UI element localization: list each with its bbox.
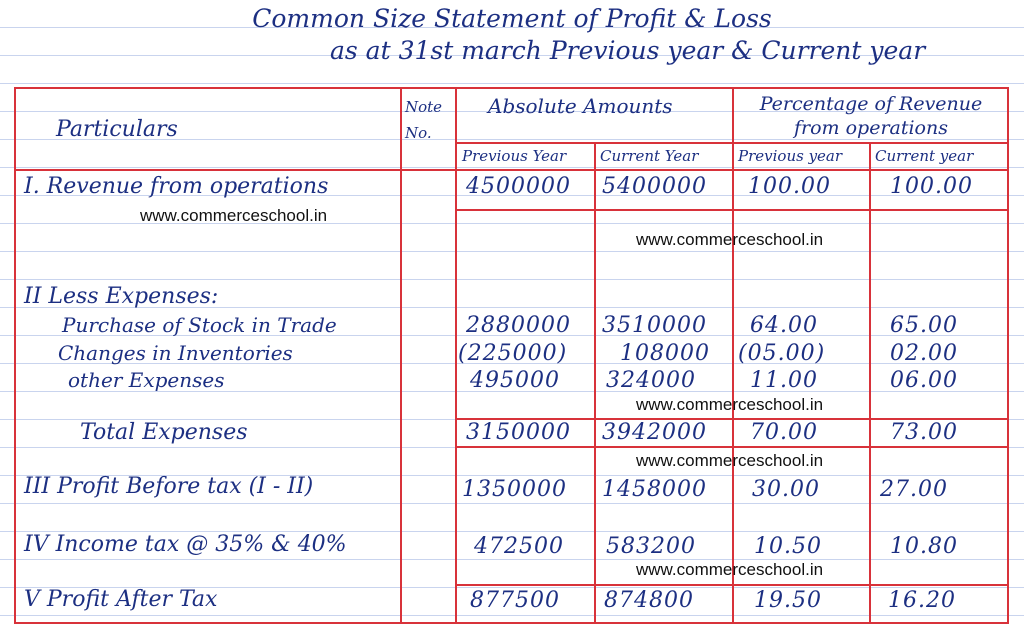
prev-percent: 100.00 <box>748 174 831 199</box>
absolute-amounts-header: Absolute Amounts <box>488 94 673 118</box>
curr-amount: 1458000 <box>602 477 707 502</box>
prev-amount: 472500 <box>474 534 564 559</box>
prev-amount: 4500000 <box>466 174 571 199</box>
curr-percent: 27.00 <box>880 477 948 502</box>
curr-percent: 65.00 <box>890 313 958 338</box>
curr-amount: 324000 <box>606 368 696 393</box>
curr-percent: 100.00 <box>890 174 973 199</box>
particulars-header: Particulars <box>56 117 178 142</box>
prev-amount: 495000 <box>470 368 560 393</box>
prev-amount: 3150000 <box>466 420 571 445</box>
curr-percent: 02.00 <box>890 341 958 366</box>
watermark-text: www.commerceschool.in <box>636 395 824 414</box>
prev-percent: 64.00 <box>750 313 818 338</box>
curr-percent: 10.80 <box>890 534 958 559</box>
prev-percent: 11.00 <box>750 368 818 393</box>
watermark-text: www.commerceschool.in <box>636 230 824 249</box>
prev-amount: 1350000 <box>462 477 567 502</box>
watermark-text: www.commerceschool.in <box>636 560 824 579</box>
pct-previous-year-header: Previous year <box>738 147 843 165</box>
curr-percent: 06.00 <box>890 368 958 393</box>
current-year-header: Current Year <box>600 147 699 165</box>
row-label: V Profit After Tax <box>24 587 218 612</box>
row-label: IV Income tax @ 35% & 40% <box>24 532 347 557</box>
prev-percent: 30.00 <box>752 477 820 502</box>
prev-percent: (05.00) <box>738 341 826 366</box>
row-label: Total Expenses <box>80 420 248 445</box>
curr-amount: 874800 <box>604 588 694 613</box>
curr-amount: 108000 <box>620 341 710 366</box>
row-label: II Less Expenses: <box>24 284 219 309</box>
prev-percent: 70.00 <box>750 420 818 445</box>
statement-title: Common Size Statement of Profit & Loss <box>252 4 772 33</box>
previous-year-header: Previous Year <box>462 147 567 165</box>
percentage-of-revenue-header: Percentage of Revenue from operations <box>759 93 983 139</box>
watermark-text: www.commerceschool.in <box>636 451 824 470</box>
prev-amount: 877500 <box>470 588 560 613</box>
prev-percent: 19.50 <box>754 588 822 613</box>
curr-amount: 583200 <box>606 534 696 559</box>
prev-amount: 2880000 <box>466 313 571 338</box>
row-label: Changes in Inventories <box>58 341 293 365</box>
statement-subtitle: as at 31st march Previous year & Current year <box>330 36 926 65</box>
curr-percent: 73.00 <box>890 420 958 445</box>
curr-amount: 3510000 <box>602 313 707 338</box>
curr-percent: 16.20 <box>888 588 956 613</box>
curr-amount: 3942000 <box>602 420 707 445</box>
row-label: III Profit Before tax (I - II) <box>24 474 314 499</box>
row-label: other Expenses <box>68 368 225 392</box>
row-label: Purchase of Stock in Trade <box>62 313 337 337</box>
pct-current-year-header: Current year <box>875 147 974 165</box>
prev-amount: (225000) <box>458 341 568 366</box>
row-label: I. Revenue from operations <box>24 174 329 199</box>
note-no-header: Note No. <box>405 98 443 142</box>
watermark-text: www.commerceschool.in <box>140 206 328 225</box>
curr-amount: 5400000 <box>602 174 707 199</box>
prev-percent: 10.50 <box>754 534 822 559</box>
